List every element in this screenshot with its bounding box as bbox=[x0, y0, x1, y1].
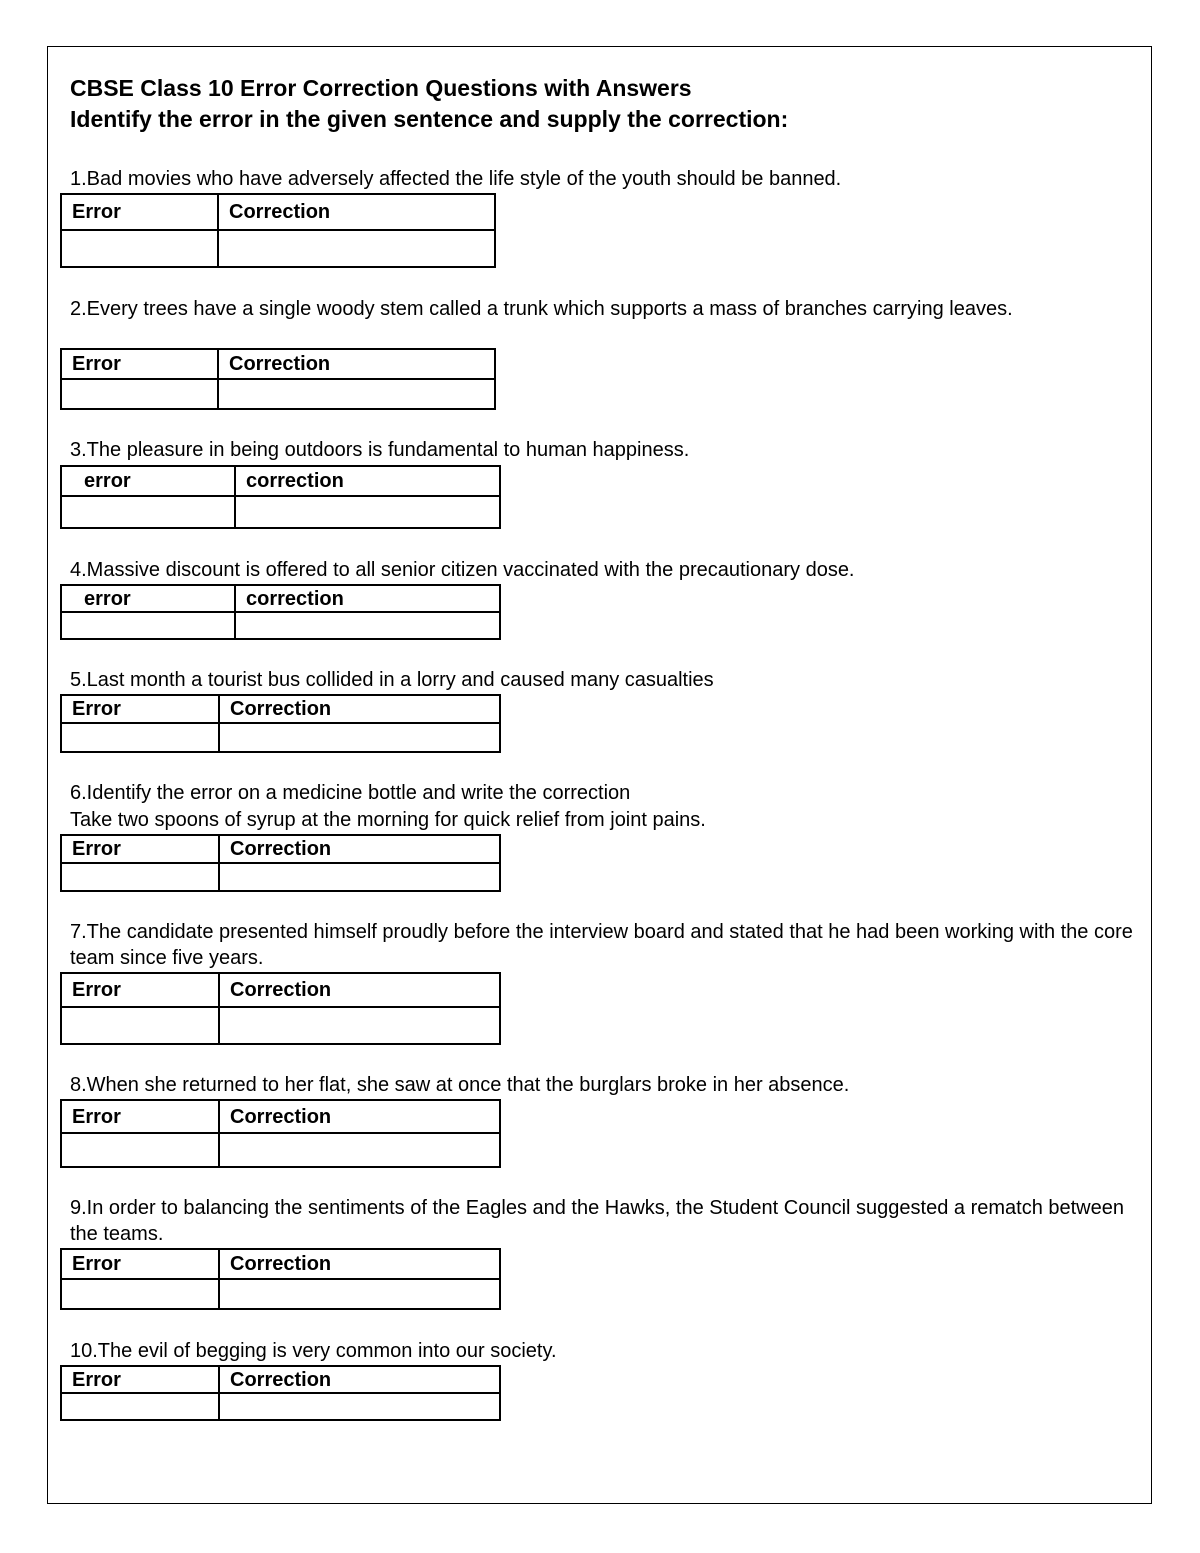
error-answer-cell[interactable] bbox=[61, 230, 218, 267]
question-8-text: 8.When she returned to her flat, she saw at once that the burglars broke in her absence. bbox=[70, 1074, 850, 1096]
error-column-header: Error bbox=[61, 194, 218, 230]
error-column-header: Error bbox=[61, 1100, 219, 1133]
error-answer-cell[interactable] bbox=[61, 863, 219, 891]
error-column-header: error bbox=[61, 466, 235, 496]
error-column-header: error bbox=[61, 585, 235, 612]
page-title: CBSE Class 10 Error Correction Questions with Answers bbox=[70, 75, 692, 101]
correction-column-header: correction bbox=[235, 466, 500, 496]
question-10-answer-table bbox=[60, 1365, 501, 1421]
correction-column-header: Correction bbox=[219, 1366, 500, 1393]
question-10-text: 10.The evil of begging is very common into our society. bbox=[70, 1340, 557, 1362]
error-answer-cell[interactable] bbox=[61, 612, 235, 639]
error-column-header: Error bbox=[61, 1366, 219, 1393]
error-answer-cell[interactable] bbox=[61, 379, 218, 409]
correction-answer-cell[interactable] bbox=[219, 1133, 500, 1167]
correction-column-header: Correction bbox=[218, 349, 495, 379]
error-column-header: Error bbox=[61, 835, 219, 863]
instruction-heading: Identify the error in the given sentence and supply the correction: bbox=[70, 106, 789, 132]
question-2-answer-table bbox=[60, 348, 496, 410]
question-2-text: 2.Every trees have a single woody stem called a trunk which supports a mass of branches carrying leaves. bbox=[70, 298, 1013, 320]
error-answer-cell[interactable] bbox=[61, 1133, 219, 1167]
question-3-text: 3.The pleasure in being outdoors is fundamental to human happiness. bbox=[70, 439, 690, 461]
correction-answer-cell[interactable] bbox=[218, 379, 495, 409]
error-answer-cell[interactable] bbox=[61, 1007, 219, 1044]
question-4-answer-table bbox=[60, 584, 501, 640]
error-column-header: Error bbox=[61, 349, 218, 379]
correction-column-header: Correction bbox=[219, 695, 500, 723]
question-1-answer-table bbox=[60, 193, 496, 268]
error-answer-cell[interactable] bbox=[61, 496, 235, 528]
question-5-answer-table bbox=[60, 694, 501, 753]
correction-answer-cell[interactable] bbox=[219, 1393, 500, 1420]
error-answer-cell[interactable] bbox=[61, 1393, 219, 1420]
error-answer-cell[interactable] bbox=[61, 1279, 219, 1309]
correction-column-header: Correction bbox=[219, 973, 500, 1007]
correction-answer-cell[interactable] bbox=[219, 863, 500, 891]
error-answer-cell[interactable] bbox=[61, 723, 219, 752]
correction-column-header: Correction bbox=[218, 194, 495, 230]
question-4-text: 4.Massive discount is offered to all senior citizen vaccinated with the precautionary dose. bbox=[70, 559, 855, 581]
correction-column-header: Correction bbox=[219, 1100, 500, 1133]
correction-answer-cell[interactable] bbox=[219, 1279, 500, 1309]
question-7-text: 7.The candidate presented himself proudly before the interview board and stated that he had been working with the core team since five years. bbox=[70, 921, 1133, 969]
question-5-text: 5.Last month a tourist bus collided in a lorry and caused many casualties bbox=[70, 669, 714, 691]
error-column-header: Error bbox=[61, 1249, 219, 1279]
error-column-header: Error bbox=[61, 973, 219, 1007]
correction-column-header: Correction bbox=[219, 835, 500, 863]
correction-answer-cell[interactable] bbox=[235, 612, 500, 639]
question-6-sentence: Take two spoons of syrup at the morning for quick relief from joint pains. bbox=[70, 809, 706, 831]
question-6-text: 6.Identify the error on a medicine bottle and write the correction bbox=[70, 782, 631, 804]
correction-answer-cell[interactable] bbox=[235, 496, 500, 528]
question-8-answer-table bbox=[60, 1099, 501, 1168]
correction-answer-cell[interactable] bbox=[219, 723, 500, 752]
question-6-answer-table bbox=[60, 834, 501, 892]
correction-answer-cell[interactable] bbox=[218, 230, 495, 267]
question-9-answer-table bbox=[60, 1248, 501, 1310]
correction-answer-cell[interactable] bbox=[219, 1007, 500, 1044]
error-column-header: Error bbox=[61, 695, 219, 723]
question-9-text: 9.In order to balancing the sentiments of the Eagles and the Hawks, the Student Council suggested a rematch between the teams. bbox=[70, 1197, 1124, 1245]
question-3-answer-table bbox=[60, 465, 501, 529]
question-7-answer-table bbox=[60, 972, 501, 1045]
correction-column-header: Correction bbox=[219, 1249, 500, 1279]
question-1-text: 1.Bad movies who have adversely affected the life style of the youth should be banned. bbox=[70, 168, 842, 190]
correction-column-header: correction bbox=[235, 585, 500, 612]
